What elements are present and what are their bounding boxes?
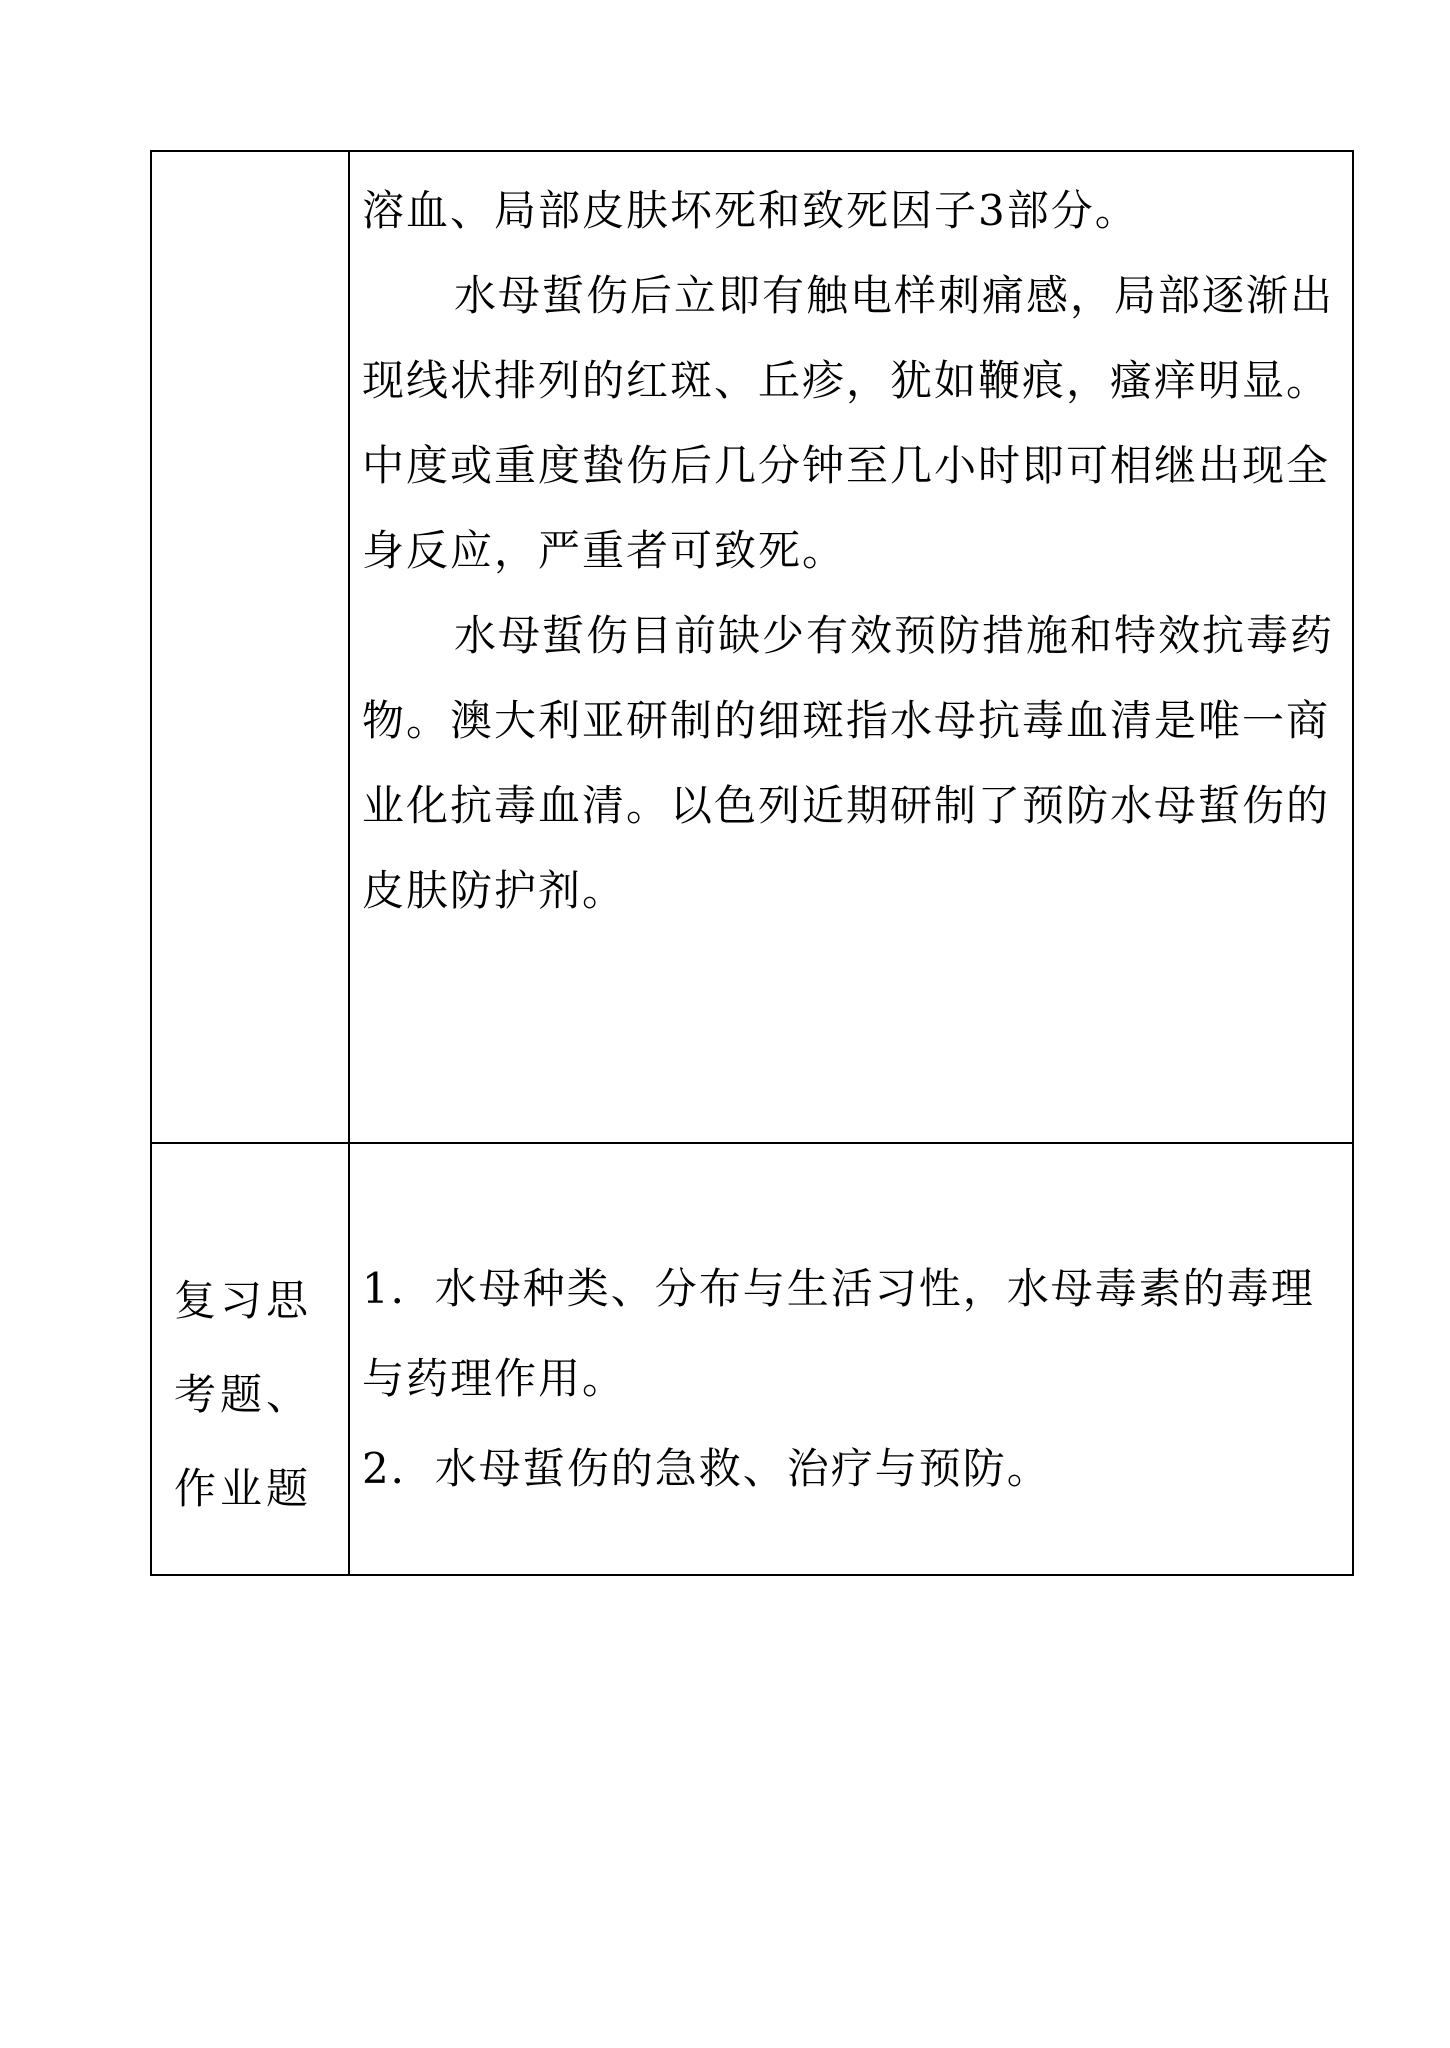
table-row — [152, 152, 1352, 1142]
content-cell — [350, 1144, 1352, 1574]
review-questions-label: 复习思考题、作业题 — [174, 1276, 313, 1513]
paragraph-symptoms: 水母蜇伤后立即有触电样刺痛感，局部逐渐出现线状排列的红斑、丘疹，犹如鞭痕，瘙痒明显。中度或重度蛰伤后几分钟至几小时即可相继出现全身反应，严重者可致死。 — [362, 271, 1335, 575]
homework-item: 1．水母种类、分布与生活习性，水母毒素的毒理与药理作用。 — [362, 1264, 1315, 1403]
lesson-table — [150, 150, 1354, 1576]
row-label-cell — [152, 152, 350, 1142]
row-label-cell — [152, 1144, 350, 1574]
table-row — [152, 1142, 1352, 1574]
content-cell — [350, 152, 1352, 1142]
paragraph-continuation: 溶血、局部皮肤坏死和致死因子3部分。 — [362, 186, 1139, 235]
paragraph-prevention: 水母蜇伤目前缺少有效预防措施和特效抗毒药物。澳大利亚研制的细斑指水母抗毒血清是唯一商业化抗毒血清。以色列近期研制了预防水母蜇伤的皮肤防护剂。 — [362, 611, 1335, 915]
homework-list — [362, 1244, 1344, 1514]
homework-item: 2．水母蜇伤的急救、治疗与预防。 — [362, 1444, 1051, 1493]
content-text — [362, 168, 1344, 933]
